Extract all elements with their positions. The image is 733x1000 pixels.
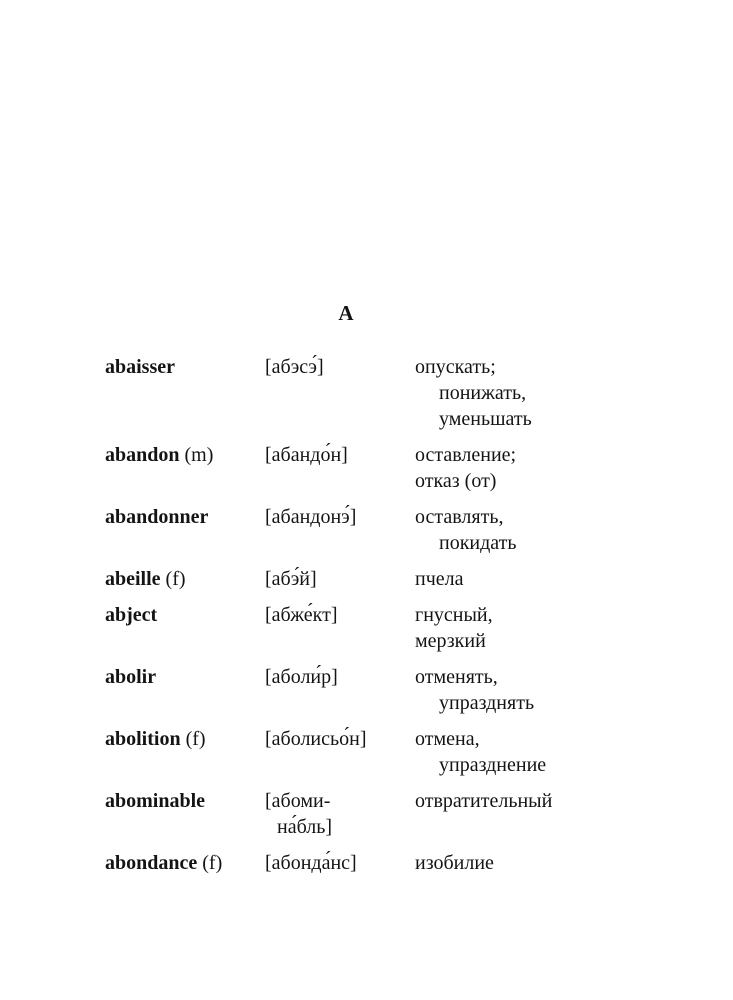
entries-list (105, 354, 635, 876)
translation-cell (415, 566, 635, 592)
translation-cell (415, 788, 635, 814)
translation-line: мерзкий (415, 630, 486, 652)
headword-cell (105, 566, 265, 592)
translation-line: отвратительный (415, 790, 553, 812)
headword-cell (105, 726, 265, 752)
translation-cell (415, 602, 635, 654)
headword-cell (105, 850, 265, 876)
transcription-cell (265, 602, 415, 628)
transcription-line: на́бль] (277, 816, 333, 838)
gender-label: (f) (180, 728, 206, 750)
dictionary-entry (105, 442, 635, 494)
translation-line: упразднять (439, 692, 535, 714)
transcription-cell (265, 504, 415, 530)
translation-line: отменять, (415, 666, 498, 688)
transcription-cell (265, 664, 415, 690)
translation-cell (415, 354, 635, 432)
page-content (105, 300, 635, 886)
transcription-line: [абандо́н] (265, 444, 348, 466)
dictionary-entry (105, 354, 635, 432)
translation-line: гнусный, (415, 604, 493, 626)
translation-line: отмена, (415, 728, 480, 750)
headword-cell (105, 442, 265, 468)
headword-cell (105, 504, 265, 530)
headword-cell (105, 788, 265, 814)
dictionary-entry (105, 726, 635, 778)
translation-line: изобилие (415, 852, 494, 874)
transcription-line: [абандонэ́] (265, 506, 357, 528)
translation-line: опускать; (415, 356, 496, 378)
gender-label: (m) (179, 444, 214, 466)
headword: abondance (105, 852, 198, 874)
headword-cell (105, 602, 265, 628)
headword: abolition (105, 728, 181, 750)
translation-line: оставление; (415, 444, 517, 466)
translation-line: уменьшать (439, 408, 532, 430)
headword-cell (105, 664, 265, 690)
section-letter-heading: A (338, 301, 354, 325)
translation-line: упразднение (439, 754, 547, 776)
translation-line: оставлять, (415, 506, 504, 528)
transcription-line: [абоми- (265, 790, 331, 812)
transcription-cell (265, 566, 415, 592)
headword-cell (105, 354, 265, 380)
dictionary-entry (105, 602, 635, 654)
gender-label: (f) (160, 568, 186, 590)
transcription-cell (265, 354, 415, 380)
translation-cell (415, 442, 635, 494)
headword: abeille (105, 568, 161, 590)
transcription-line: [абэ́й] (265, 568, 317, 590)
dictionary-entry (105, 566, 635, 592)
transcription-line: [абже́кт] (265, 604, 338, 626)
translation-line: пчела (415, 568, 464, 590)
transcription-line: [аболисьо́н] (265, 728, 367, 750)
gender-label: (f) (197, 852, 223, 874)
translation-line: понижать, (439, 382, 527, 404)
headword: abominable (105, 790, 206, 812)
translation-line: покидать (439, 532, 517, 554)
translation-cell (415, 664, 635, 716)
headword: abaisser (105, 356, 175, 378)
translation-cell (415, 504, 635, 556)
headword: abolir (105, 666, 157, 688)
transcription-cell (265, 850, 415, 876)
dictionary-entry (105, 664, 635, 716)
dictionary-entry (105, 788, 635, 840)
transcription-cell (265, 442, 415, 468)
translation-cell (415, 726, 635, 778)
transcription-cell (265, 726, 415, 752)
dictionary-entry (105, 504, 635, 556)
transcription-cell (265, 788, 415, 840)
dictionary-entry (105, 850, 635, 876)
headword: abject (105, 604, 158, 626)
translation-line: отказ (от) (415, 470, 497, 492)
transcription-line: [абонда́нс] (265, 852, 357, 874)
translation-cell (415, 850, 635, 876)
headword: abandonner (105, 506, 209, 528)
transcription-line: [абэсэ́] (265, 356, 324, 378)
headword: abandon (105, 444, 180, 466)
transcription-line: [аболи́р] (265, 666, 338, 688)
